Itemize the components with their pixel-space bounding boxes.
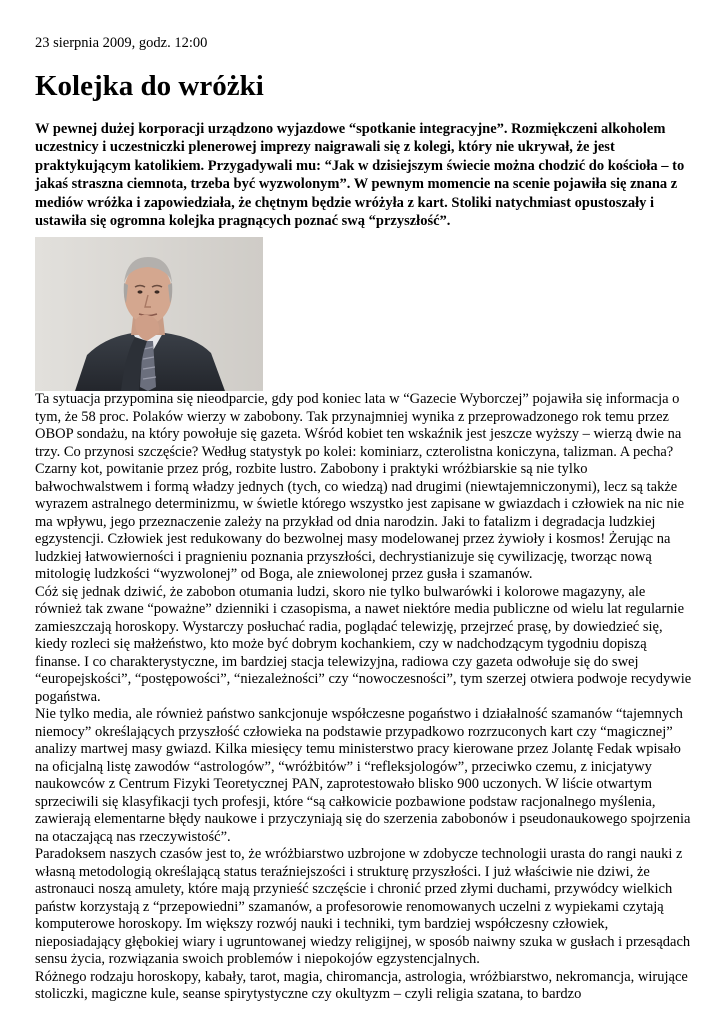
body-paragraph: Cóż się jednak dziwić, że zabobon otumania ludzi, skoro nie tylko bulwarówki i kolorowe magazyny, ale również tak zwane “poważne” dzienniki i czasopisma, a nawet niektóre media publiczne od wielu lat regularnie zamieszczają horoskopy. Wystarczy posłuchać radia, poglądać telewizję, przejrzeć prasę, by dowiedzieć się, kiedy rozleci się małżeństwo, kto może być dobrym kochankiem, czy w nadchodzącym tygodniu dopiszą finanse. I co charakterystyczne, im bardziej stacja telewizyjna, radiowa czy gazeta odwołuje się do swej “europejskości”, “postępowości”, “niezależności” czy “nowoczesności”, tym szerzej otwiera podwoje recydywie pogaństwa.	[35, 583, 692, 705]
article-body	[35, 391, 695, 1004]
body-paragraph: Ta sytuacja przypomina się nieodparcie, gdy pod koniec lata w “Gazecie Wyborczej” pojawiła się informacja o tym, że 58 proc. Polaków wierzy w zabobony. Tak przynajmniej wynika z przeprowadzonego rok temu przez OBOP sondażu, na który powołuje się gazeta. Wśród kobiet ten wskaźnik jest jeszcze wyższy – wierzą dwie na trzy. Co przynosi szczęście? Według statystyk po kolei: kominiarz, czterolistna koniczyna, talizman. A pecha? Czarny kot, powitanie przez próg, rozbite lustro. Zabobony i praktyki wróżbiarskie są nie tylko bałwochwalstwem i formą władzy jednych (tych, co wiedzą) nad drugimi (niewtajemniczonymi), lecz są także wyrazem astralnego determinizmu, w świetle którego wszystko jest zapisane w gwiazdach i człowiek na nic nie ma wpływu, jego przeznaczenie zależy na przykład od dnia narodzin. Jaki to fatalizm i degradacja ludzkiej egzystencji. Człowiek jest redukowany do bezwolnej masy modelowanej przez żywioły i kosmos! Żerując na ludzkiej łatwowierności i pragnieniu poznania przyszłości, dechrystianizuje się cywilizację, tworząc nową mitologię ludzkości “wyzwolonej” od Boga, ale zniewolonej przez gusła i szamanów.	[35, 391, 685, 582]
article-lead: W pewnej dużej korporacji urządzono wyjazdowe “spotkanie integracyjne”. Rozmiękczeni alkoholem uczestnicy i uczestniczki plenerowej imprezy naigrawali się z kolegi, który nie ukrywał, że jest praktykującym katolikiem. Przygadywali mu: “Jak w dzisiejszym świecie można chodzić do kościoła – to jakaś straszna ciemnota, trzeba być wyzwolonym”. W pewnym momencie na scenie pojawiła się znana z mediów wróżka i zapowiedziała, że chętnym będzie wróżyła z kart. Stoliki natychmiast opustoszały i ustawiła się ogromna kolejka pragnących poznać swą “przyszłość”.	[35, 121, 685, 230]
body-paragraph: Różnego rodzaju horoskopy, kabały, tarot, magia, chiromancja, astrologia, wróżbiarstwo, nekromancja, wirujące stoliczki, magiczne kule, seanse spirytystyczne czy okultyzm – czyli religia szatana, to bardzo	[35, 968, 688, 1002]
article-date: 23 sierpnia 2009, godz. 12:00	[35, 35, 208, 51]
article-photo	[35, 237, 263, 391]
article-title: Kolejka do wróżki	[35, 70, 264, 102]
portrait-image	[35, 237, 263, 391]
body-paragraph: Nie tylko media, ale również państwo sankcjonuje współczesne pogaństwo i działalność szamanów “tajemnych niemocy” określających przyszłość człowieka na podstawie przypadkowo rozrzuconych kart czy “magicznej” analizy martwej masy gwiazd. Kilka miesięcy temu ministerstwo pracy kierowane przez Jolantę Fedak wpisało na oficjalną listę zawodów “astrologów”, “wróżbitów” i “refleksjologów”, przeciwko czemu, z inicjatywy naukowców z Centrum Fizyki Teoretycznej PAN, zaprotestowało blisko 900 uczonych. W liście otwartym sprzeciwili się klasyfikacji tych profesji, które “są całkowicie pozbawione podstaw racjonalnego myślenia, zawierają elementarne błędy naukowe i przyczyniają się do szerzenia zabobonów i pseudonaukowego spojrzenia na otaczającą nas rzeczywistość”.	[35, 706, 691, 845]
body-paragraph: Paradoksem naszych czasów jest to, że wróżbiarstwo uzbrojone w zdobycze technologii urasta do rangi nauki z własną metodologią określającą status teraźniejszości i strukturę przyszłości. I już właściwie nie dziwi, że astronauci noszą amulety, które mają przynieść szczęście i chronić przed złymi duchami, przywódcy wielkich państw korzystają z “przepowiedni” szamanów, a profesorowie renomowanych uczelni z wypiekami czytają komputerowe horoskopy. Im większy rozwój nauki i techniki, tym bardziej współczesny człowiek, nieposiadający głębokiej wiary i ugruntowanej wiedzy religijnej, w sposób naiwny szuka w gusłach i przesądach sensu życia, rozwiązania swoich problemów i niepokojów egzystencjalnych.	[35, 846, 691, 967]
